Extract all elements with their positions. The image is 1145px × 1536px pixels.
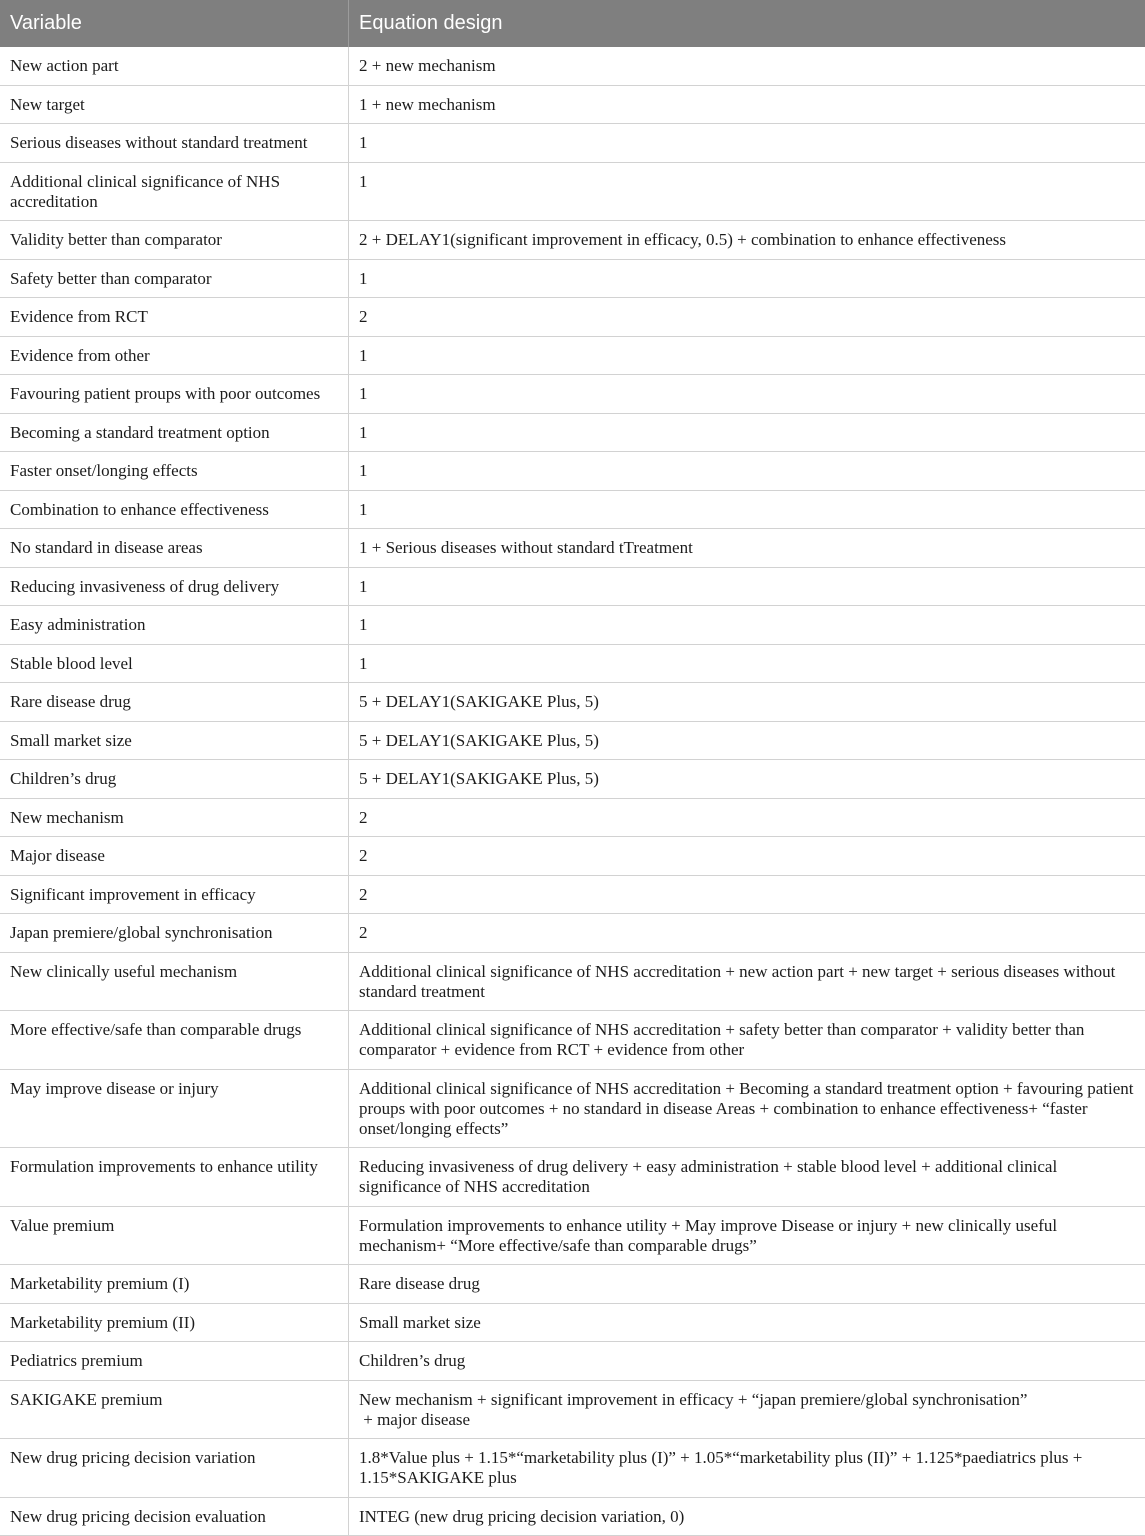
table-row <box>0 1070 1145 1149</box>
table-row <box>0 1381 1145 1440</box>
equation-cell: 1 <box>349 163 1145 221</box>
table-row <box>0 683 1145 722</box>
table-row <box>0 529 1145 568</box>
table-row <box>0 221 1145 260</box>
variable-cell: May improve disease or injury <box>0 1070 349 1148</box>
equation-cell: 1.8*Value plus + 1.15*“marketability plus (I)” + 1.05*“marketability plus (II)” + 1.125*paediatrics plus + 1.15*SAKIGAKE plus <box>349 1439 1145 1497</box>
variable-cell: No standard in disease areas <box>0 529 349 567</box>
table-row <box>0 914 1145 953</box>
variable-cell: New clinically useful mechanism <box>0 953 349 1011</box>
variable-cell: Validity better than comparator <box>0 221 349 259</box>
table-row <box>0 375 1145 414</box>
table-row <box>0 86 1145 125</box>
header-equation-design: Equation design <box>349 0 1145 47</box>
variable-cell: Easy administration <box>0 606 349 644</box>
equation-cell: Reducing invasiveness of drug delivery + easy administration + stable blood level + additional clinical significance of NHS accreditation <box>349 1148 1145 1206</box>
equation-cell: 2 <box>349 914 1145 952</box>
equation-cell: 5 + DELAY1(SAKIGAKE Plus, 5) <box>349 683 1145 721</box>
variable-cell: Additional clinical significance of NHS accreditation <box>0 163 349 221</box>
variable-cell: New drug pricing decision evaluation <box>0 1498 349 1536</box>
variable-cell: New action part <box>0 47 349 85</box>
variable-cell: Small market size <box>0 722 349 760</box>
table-row <box>0 1011 1145 1070</box>
equation-cell: 1 <box>349 124 1145 162</box>
table-row <box>0 837 1145 876</box>
variable-cell: Value premium <box>0 1207 349 1265</box>
equation-cell: 1 <box>349 645 1145 683</box>
table-row <box>0 124 1145 163</box>
table-row <box>0 1304 1145 1343</box>
variable-cell: Faster onset/longing effects <box>0 452 349 490</box>
variable-cell: Major disease <box>0 837 349 875</box>
header-variable: Variable <box>0 0 349 47</box>
equation-cell: 1 <box>349 375 1145 413</box>
variable-cell: New mechanism <box>0 799 349 837</box>
table-row <box>0 163 1145 222</box>
equation-cell: 1 <box>349 337 1145 375</box>
variable-cell: Combination to enhance effectiveness <box>0 491 349 529</box>
equation-cell: 2 <box>349 799 1145 837</box>
variable-cell: Formulation improvements to enhance utility <box>0 1148 349 1206</box>
equation-cell: 2 <box>349 298 1145 336</box>
table-row <box>0 799 1145 838</box>
equation-cell: 1 <box>349 414 1145 452</box>
variable-cell: Rare disease drug <box>0 683 349 721</box>
table-row <box>0 645 1145 684</box>
equation-cell: 2 <box>349 837 1145 875</box>
variable-cell: Significant improvement in efficacy <box>0 876 349 914</box>
table-row <box>0 722 1145 761</box>
variable-cell: New target <box>0 86 349 124</box>
equation-cell: 1 + new mechanism <box>349 86 1145 124</box>
table-row <box>0 1265 1145 1304</box>
table-row <box>0 414 1145 453</box>
equation-cell: Additional clinical significance of NHS accreditation + new action part + new target + serious diseases without standard treatment <box>349 953 1145 1011</box>
equation-cell: Rare disease drug <box>349 1265 1145 1303</box>
variable-cell: Marketability premium (II) <box>0 1304 349 1342</box>
equation-cell: Additional clinical significance of NHS accreditation + safety better than comparator + validity better than comparator + evidence from RCT + evidence from other <box>349 1011 1145 1069</box>
equation-cell: 2 + new mechanism <box>349 47 1145 85</box>
equation-cell: Children’s drug <box>349 1342 1145 1380</box>
variable-cell: Serious diseases without standard treatment <box>0 124 349 162</box>
table-row <box>0 1439 1145 1498</box>
equation-cell: 1 + Serious diseases without standard tTreatment <box>349 529 1145 567</box>
table-row <box>0 568 1145 607</box>
variable-cell: Becoming a standard treatment option <box>0 414 349 452</box>
equation-cell: 5 + DELAY1(SAKIGAKE Plus, 5) <box>349 760 1145 798</box>
table-header-row <box>0 0 1145 47</box>
equation-cell: 1 <box>349 452 1145 490</box>
equation-cell: Small market size <box>349 1304 1145 1342</box>
table-row <box>0 1498 1145 1536</box>
variable-cell: New drug pricing decision variation <box>0 1439 349 1497</box>
equation-cell: 5 + DELAY1(SAKIGAKE Plus, 5) <box>349 722 1145 760</box>
equation-cell: Formulation improvements to enhance utility + May improve Disease or injury + new clinically useful mechanism+ “More effective/safe than comparable drugs” <box>349 1207 1145 1265</box>
equation-cell: 2 + DELAY1(significant improvement in efficacy, 0.5) + combination to enhance effectiveness <box>349 221 1145 259</box>
table-row <box>0 1148 1145 1207</box>
table-row <box>0 1207 1145 1266</box>
equation-cell: 1 <box>349 260 1145 298</box>
equation-cell: 2 <box>349 876 1145 914</box>
table-row <box>0 260 1145 299</box>
table-row <box>0 298 1145 337</box>
table-row <box>0 760 1145 799</box>
variable-cell: Evidence from other <box>0 337 349 375</box>
variable-cell: More effective/safe than comparable drugs <box>0 1011 349 1069</box>
equation-cell: 1 <box>349 568 1145 606</box>
variable-cell: Japan premiere/global synchronisation <box>0 914 349 952</box>
variable-cell: Safety better than comparator <box>0 260 349 298</box>
variable-cell: Stable blood level <box>0 645 349 683</box>
table-row <box>0 491 1145 530</box>
equation-cell: New mechanism + significant improvement in efficacy + “japan premiere/global synchronisation” + major disease <box>349 1381 1145 1439</box>
equation-cell: 1 <box>349 491 1145 529</box>
variable-cell: SAKIGAKE premium <box>0 1381 349 1439</box>
table-body <box>0 47 1145 1536</box>
variable-cell: Favouring patient proups with poor outcomes <box>0 375 349 413</box>
equation-cell: Additional clinical significance of NHS accreditation + Becoming a standard treatment option + favouring patient proups with poor outcomes + no standard in disease Areas + combination to enhance effectiveness+ “faster onset/longing effects” <box>349 1070 1145 1148</box>
equation-cell: INTEG (new drug pricing decision variation, 0) <box>349 1498 1145 1536</box>
table-row <box>0 337 1145 376</box>
equation-cell: 1 <box>349 606 1145 644</box>
table-row <box>0 953 1145 1012</box>
table-row <box>0 452 1145 491</box>
variable-cell: Reducing invasiveness of drug delivery <box>0 568 349 606</box>
table-row <box>0 47 1145 86</box>
variable-cell: Pediatrics premium <box>0 1342 349 1380</box>
variable-cell: Marketability premium (I) <box>0 1265 349 1303</box>
variable-cell: Children’s drug <box>0 760 349 798</box>
table-row <box>0 606 1145 645</box>
table-row <box>0 876 1145 915</box>
table-row <box>0 1342 1145 1381</box>
variable-cell: Evidence from RCT <box>0 298 349 336</box>
